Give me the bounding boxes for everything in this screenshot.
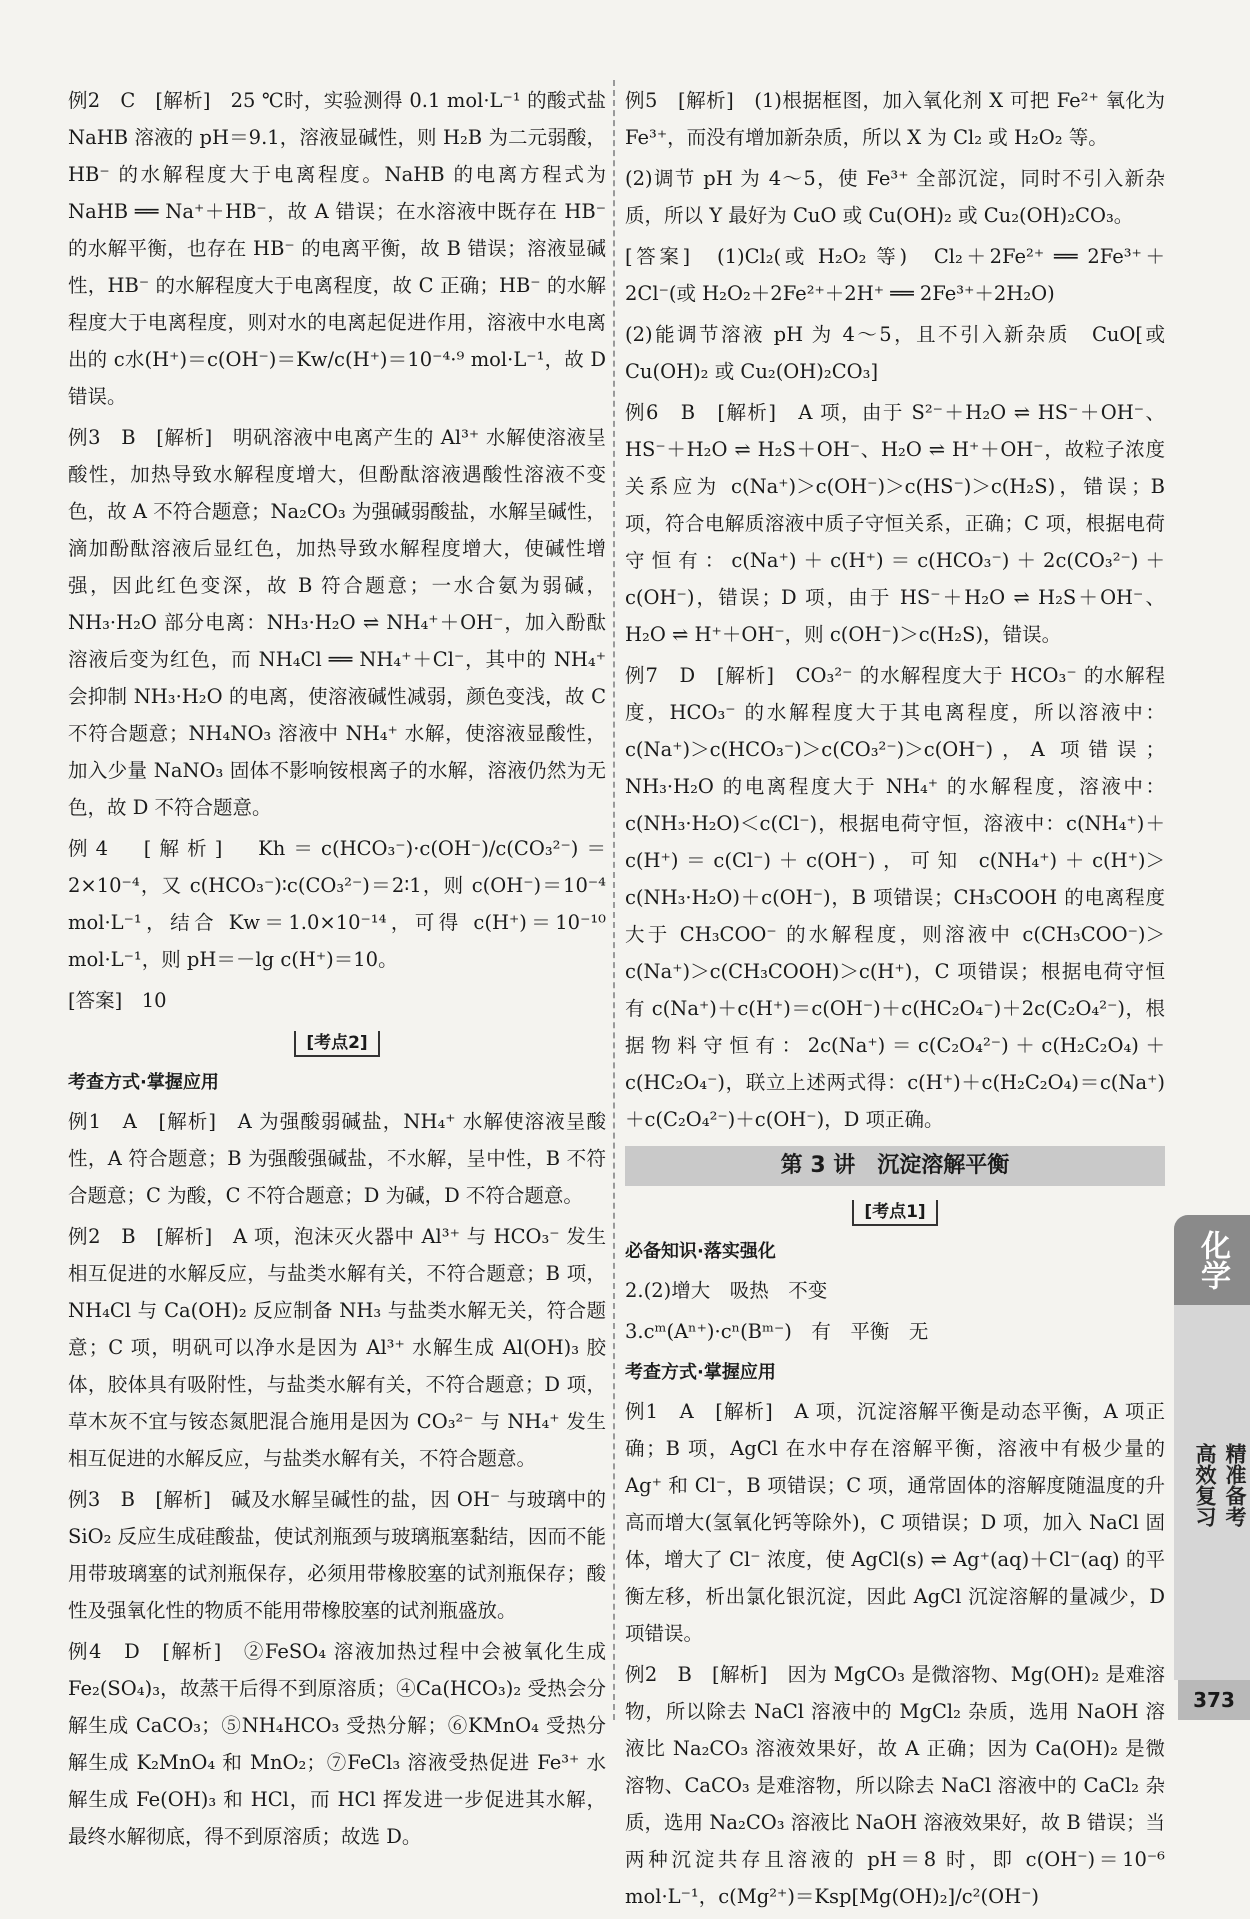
column-divider [613,80,615,1720]
answer-example-5-key2: (2)能调节溶液 pH 为 4～5，且不引入新杂质 CuO[或Cu(OH)₂ 或 Cu₂(OH)₂CO₃] [625,323,1165,383]
subject-tab: 化学 [1174,1215,1250,1305]
answer-example-1: 例1 A [解析] A 为强酸弱碱盐，NH₄⁺ 水解使溶液呈酸性，A 符合题意；B 为强酸强碱盐，不水解，呈中性，B 不符合题意；C 为酸，C 不符合题意；D 为碱，D 不符合题意。 [68,1110,606,1207]
answer-example-4b: 例4 D [解析] ②FeSO₄ 溶液加热过程中会被氧化生成 Fe₂(SO₄)₃，故蒸干后得不到原溶质；④Ca(HCO₃)₂ 受热会分解生成 CaCO₃；⑤NH₄HCO₃ 受热分解；⑥KMnO₄ 受热分解生成 K₂MnO₄ 和 MnO₂；⑦FeCl₃ 溶液受热促进 Fe³⁺ 水解生成 Fe(OH)₃ 和 HCl，而 HCl 挥发进一步促进其水解，最终水解彻底，得不到原溶质；故选 D。 [68,1640,606,1848]
answer-example-6: 例6 B [解析] A 项，由于 S²⁻＋H₂O ⇌ HS⁻＋OH⁻、HS⁻＋H₂O ⇌ H₂S＋OH⁻、H₂O ⇌ H⁺＋OH⁻，故粒子浓度关系应为 c(Na⁺)＞c(OH⁻)＞c(HS⁻)＞c(H₂S)，错误；B 项，符合电解质溶液中质子守恒关系，正确；C 项，根据电荷守恒有：c(Na⁺)＋c(H⁺)＝c(HCO₃⁻)＋2c(CO₃²⁻)＋c(OH⁻)，错误；D 项，由于 HS⁻＋H₂O ⇌ H₂S＋OH⁻、H₂O ⇌ H⁺＋OH⁻，则 c(OH⁻)＞c(H₂S)，错误。 [625,401,1165,646]
answer-example-3: 例3 B [解析] 明矾溶液中电离产生的 Al³⁺ 水解使溶液呈酸性，加热导致水解程度增大，但酚酞溶液遇酸性溶液不变色，故 A 不符合题意；Na₂CO₃ 为强碱弱酸盐，水解呈碱性，滴加酚酞溶液后显红色，加热导致水解程度增大，使碱性增强，因此红色变深，故 B 符合题意；一水合氨为弱碱，NH₃·H₂O 部分电离：NH₃·H₂O ⇌ NH₄⁺＋OH⁻，加入酚酞溶液后变为红色，而 NH₄Cl ══ NH₄⁺＋Cl⁻，其中的 NH₄⁺ 会抑制 NH₃·H₂O 的电离，使溶液碱性减弱，颜色变浅，故 C 不符合题意；NH₄NO₃ 溶液中 NH₄⁺ 水解，使溶液显酸性，加入少量 NaNO₃ 固体不影响铵根离子的水解，溶液仍然为无色，故 D 不符合题意。 [68,426,606,819]
side-slogan-line2: 高效复习 [1193,1443,1217,1527]
kaodian-1-heading: [考点1] [625,1192,1165,1229]
answer-example-4: 例4 [解析] Kh＝c(HCO₃⁻)·c(OH⁻)/c(CO₃²⁻)＝2×10⁻⁴，又 c(HCO₃⁻)∶c(CO₃²⁻)＝2∶1，则 c(OH⁻)＝10⁻⁴ mol·L⁻¹，结合 Kw＝1.0×10⁻¹⁴，可得 c(H⁺)＝10⁻¹⁰ mol·L⁻¹，则 pH＝－lg c(H⁺)＝10。 [68,837,606,971]
kaodian-2-heading: [考点2] [68,1023,606,1060]
section-heading-application: 考查方式·掌握应用 [625,1362,776,1383]
side-slogan-line1: 精准备考 [1223,1443,1247,1527]
knowledge-item-2: 2.(2)增大 吸热 不变 [625,1279,828,1302]
answer-ch3-example-2: 例2 B [解析] 因为 MgCO₃ 是微溶物、Mg(OH)₂ 是难溶物，所以除去 NaCl 溶液中的 MgCl₂ 杂质，选用 NaOH 溶液比 Na₂CO₃ 溶液效果好，故 A 正确；因为 Ca(OH)₂ 是微溶物、CaCO₃ 是难溶物，所以除去 NaCl 溶液中的 CaCl₂ 杂质，选用 Na₂CO₃ 溶液比 NaOH 溶液效果好，故 B 错误；当两种沉淀共存且溶液的 pH＝8 时，即 c(OH⁻)＝10⁻⁶ mol·L⁻¹，c(Mg²⁺)＝Ksp[Mg(OH)₂]/c²(OH⁻) [625,1663,1165,1908]
answer-example-3b: 例3 B [解析] 碱及水解呈碱性的盐，因 OH⁻ 与玻璃中的 SiO₂ 反应生成硅酸盐，使试剂瓶颈与玻璃瓶塞黏结，因而不能用带玻璃塞的试剂瓶保存，必须用带橡胶塞的试剂瓶保存；酸性及强氧化性的物质不能用带橡胶塞的试剂瓶盛放。 [68,1488,606,1622]
answer-ch3-example-1: 例1 A [解析] A 项，沉淀溶解平衡是动态平衡，A 项正确；B 项，AgCl 在水中存在溶解平衡，溶液中有极少量的 Ag⁺ 和 Cl⁻，B 项错误；C 项，通常固体的溶解度随温度的升高而增大(氢氧化钙等除外)，C 项错误；D 项，加入 NaCl 固体，增大了 Cl⁻ 浓度，使 AgCl(s) ⇌ Ag⁺(aq)＋Cl⁻(aq) 的平衡左移，析出氯化银沉淀，因此 AgCl 沉淀溶解的量减少，D 项错误。 [625,1400,1165,1645]
answer-example-5-part1: 例5 [解析] (1)根据框图，加入氧化剂 X 可把 Fe²⁺ 氧化为 Fe³⁺，而没有增加新杂质，所以 X 为 Cl₂ 或 H₂O₂ 等。 [625,89,1165,149]
knowledge-item-3: 3.cᵐ(Aⁿ⁺)·cⁿ(Bᵐ⁻) 有 平衡 无 [625,1320,929,1343]
section-heading: 考查方式·掌握应用 [68,1072,219,1093]
chapter-heading: 第 3 讲 沉淀溶解平衡 [625,1146,1165,1186]
answer-example-7: 例7 D [解析] CO₃²⁻ 的水解程度大于 HCO₃⁻ 的水解程度，HCO₃⁻ 的水解程度大于其电离程度，所以溶液中：c(Na⁺)＞c(HCO₃⁻)＞c(CO₃²⁻)＞c(OH⁻)，A 项错误；NH₃·H₂O 的电离程度大于 NH₄⁺ 的水解程度，溶液中：c(NH₃·H₂O)＜c(Cl⁻)，根据电荷守恒，溶液中：c(NH₄⁺)＋c(H⁺)＝c(Cl⁻)＋c(OH⁻)，可知 c(NH₄⁺)＋c(H⁺)＞c(NH₃·H₂O)＋c(OH⁻)，B 项错误；CH₃COOH 的电离程度大于 CH₃COO⁻ 的水解程度，则溶液中 c(CH₃COO⁻)＞c(Na⁺)＞c(CH₃COOH)＞c(H⁺)，C 项错误；根据电荷守恒有 c(Na⁺)＋c(H⁺)＝c(OH⁻)＋c(HC₂O₄⁻)＋2c(C₂O₄²⁻)，根据物料守恒有：2c(Na⁺)＝c(C₂O₄²⁻)＋c(H₂C₂O₄)＋c(HC₂O₄⁻)，联立上述两式得：c(H⁺)＋c(H₂C₂O₄)＝c(Na⁺)＋c(C₂O₄²⁻)＋c(OH⁻)，D 项正确。 [625,664,1165,1131]
answer-example-2: 例2 C [解析] 25 ℃时，实验测得 0.1 mol·L⁻¹ 的酸式盐 NaHB 溶液的 pH＝9.1，溶液显碱性，则 H₂B 为二元弱酸，HB⁻ 的水解程度大于电离程度。NaHB 的电离方程式为 NaHB ══ Na⁺＋HB⁻，故 A 错误；在水溶液中既存在 HB⁻ 的水解平衡，也存在 HB⁻ 的电离平衡，故 B 错误；溶液显碱性，HB⁻ 的水解程度大于电离程度，故 C 正确；HB⁻ 的水解程度大于电离程度，则对水的电离起促进作用，溶液中水电离出的 c水(H⁺)＝c(OH⁻)＝Kw/c(H⁺)＝10⁻⁴·⁹ mol·L⁻¹，故 D 错误。 [68,89,606,408]
page-number: 373 [1178,1680,1250,1720]
side-slogan [1174,1320,1250,1650]
right-column [625,82,1165,1919]
answer-example-4-result: [答案] 10 [68,989,167,1012]
answer-example-5-key1: [答案] (1)Cl₂(或 H₂O₂ 等) Cl₂＋2Fe²⁺ ══ 2Fe³⁺＋2Cl⁻(或 H₂O₂＋2Fe²⁺＋2H⁺ ══ 2Fe³⁺＋2H₂O) [625,245,1165,305]
answer-example-5-part2: (2)调节 pH 为 4～5，使 Fe³⁺ 全部沉淀，同时不引入新杂质，所以 Y 最好为 CuO 或 Cu(OH)₂ 或 Cu₂(OH)₂CO₃。 [625,167,1165,227]
left-column [68,82,606,1859]
answer-example-2b: 例2 B [解析] A 项，泡沫灭火器中 Al³⁺ 与 HCO₃⁻ 发生相互促进的水解反应，与盐类水解有关，不符合题意；B 项，NH₄Cl 与 Ca(OH)₂ 反应制备 NH₃ 与盐类水解无关，符合题意；C 项，明矾可以净水是因为 Al³⁺ 水解生成 Al(OH)₃ 胶体，胶体具有吸附性，与盐类水解有关，不符合题意；D 项，草木灰不宜与铵态氮肥混合施用是因为 CO₃²⁻ 与 NH₄⁺ 发生相互促进的水解反应，与盐类水解有关，不符合题意。 [68,1225,606,1470]
section-heading-knowledge: 必备知识·落实强化 [625,1241,776,1262]
